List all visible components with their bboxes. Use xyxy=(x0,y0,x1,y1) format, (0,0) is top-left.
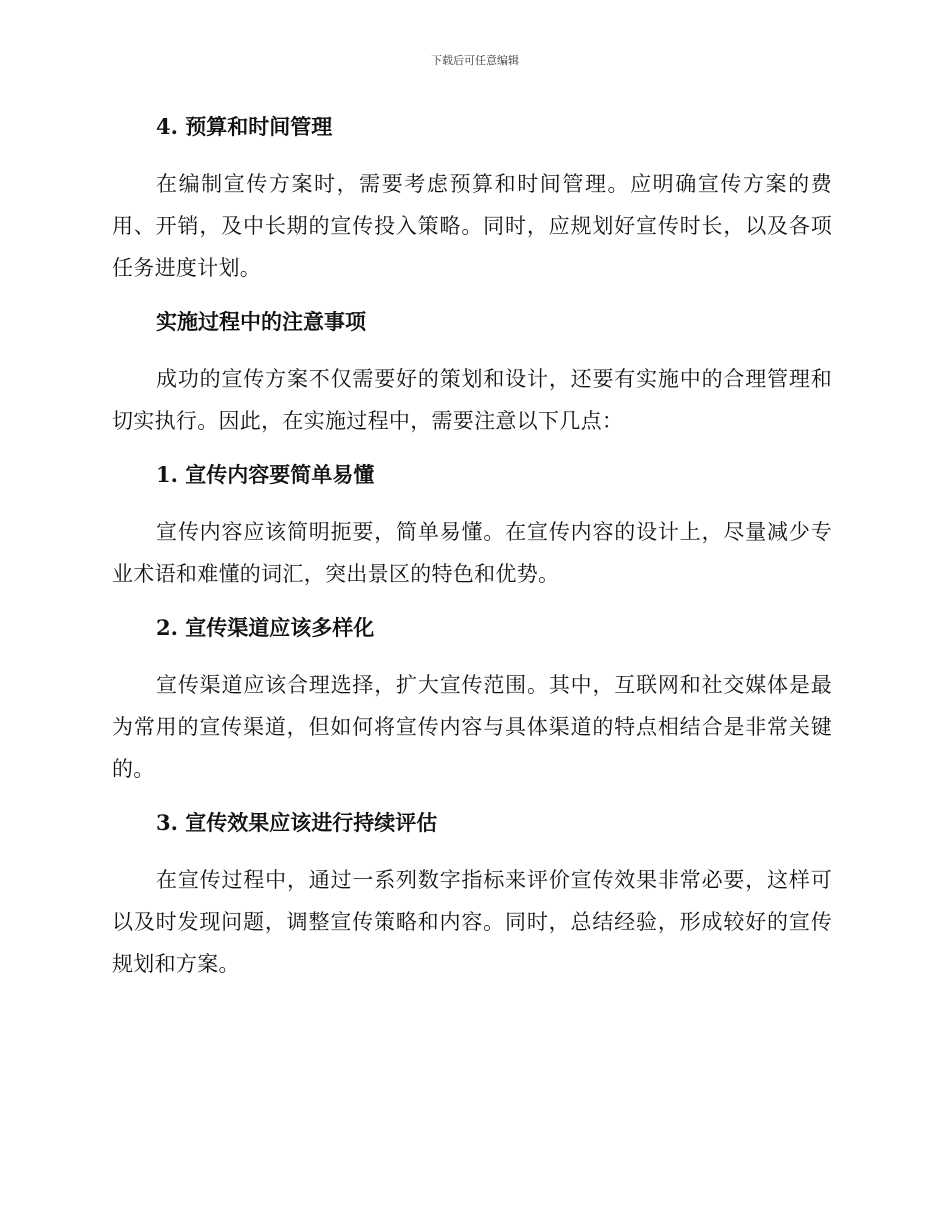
section-paragraph-diverse-channels: 宣传渠道应该合理选择，扩大宣传范围。其中，互联网和社交媒体是最为常用的宣传渠道，但如何将宣传内容与具体渠道的特点相结合是非常关键的。 xyxy=(112,673,832,781)
section-heading-continuous-evaluation: 3. 宣传效果应该进行持续评估 xyxy=(156,810,438,835)
section-heading-implementation-notes: 实施过程中的注意事项 xyxy=(156,309,366,334)
section-paragraph-simple-content: 宣传内容应该简明扼要，简单易懂。在宣传内容的设计上，尽量减少专业术语和难懂的词汇，突出景区的特色和优势。 xyxy=(112,520,832,586)
page-header: 下载后可任意编辑 xyxy=(431,54,519,67)
section-heading-simple-content: 1. 宣传内容要简单易懂 xyxy=(156,462,375,487)
document-body xyxy=(112,110,832,985)
section-paragraph-implementation-notes: 成功的宣传方案不仅需要好的策划和设计，还要有实施中的合理管理和切实执行。因此，在实施过程中，需要注意以下几点： xyxy=(112,367,832,433)
section-heading-budget-time: 4. 预算和时间管理 xyxy=(156,114,333,139)
section-paragraph-budget-time: 在编制宣传方案时，需要考虑预算和时间管理。应明确宣传方案的费用、开销，及中长期的宣传投入策略。同时，应规划好宣传时长，以及各项任务进度计划。 xyxy=(112,172,832,280)
section-paragraph-continuous-evaluation: 在宣传过程中，通过一系列数字指标来评价宣传效果非常必要，这样可以及时发现问题，调整宣传策略和内容。同时，总结经验，形成较好的宣传规划和方案。 xyxy=(112,868,832,976)
section-heading-diverse-channels: 2. 宣传渠道应该多样化 xyxy=(156,615,375,640)
